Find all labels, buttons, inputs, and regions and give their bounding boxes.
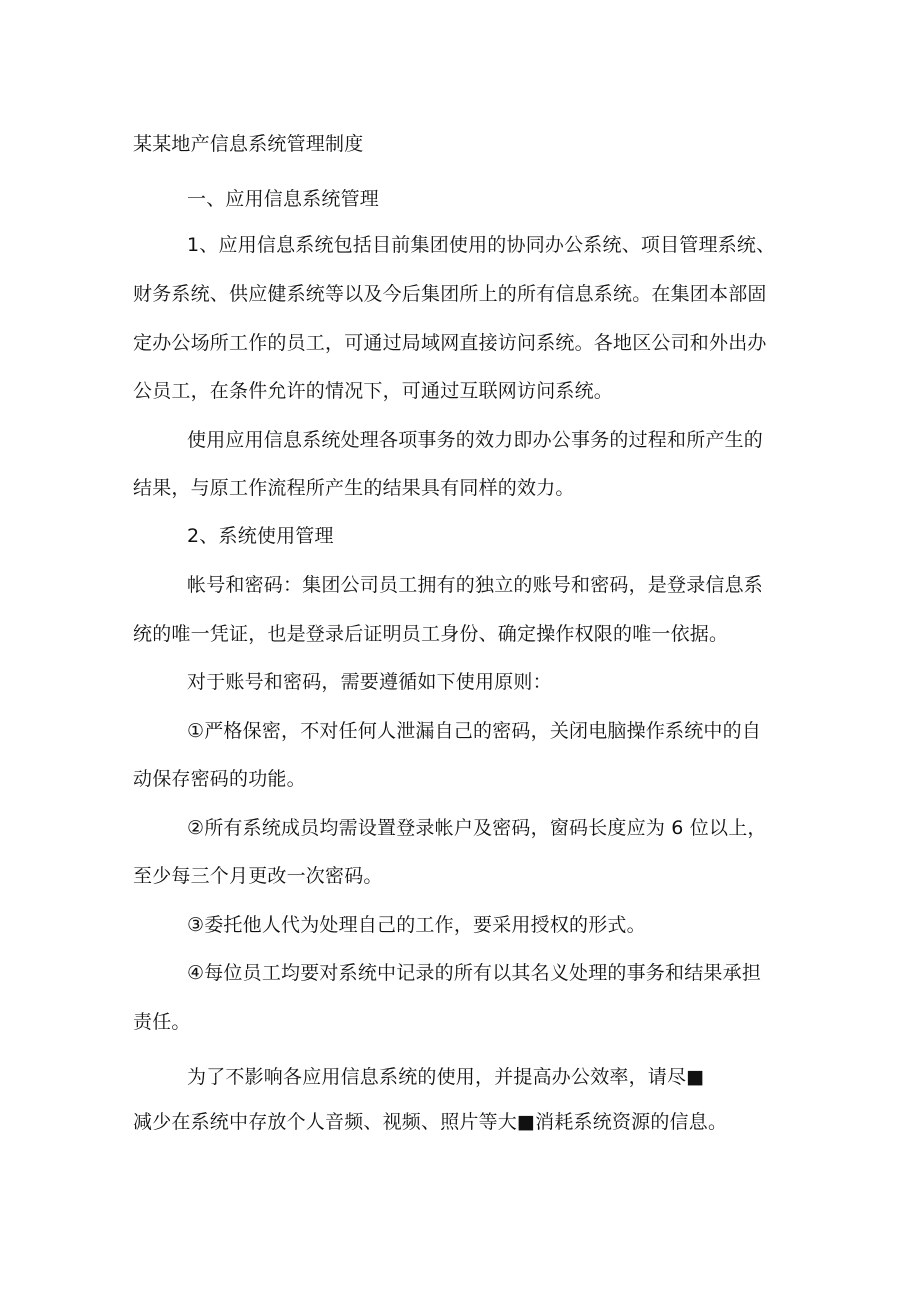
rule-line: ①严格保密，不对任何人泄漏自己的密码，关闭电脑操作系统中的自 [187, 720, 762, 742]
rule-line: 责任。 [133, 1011, 191, 1033]
paragraph-line: 1、应用信息系统包括目前集团使用的协同办公系统、项目管理系统、 [187, 234, 776, 256]
rule-line: 动保存密码的功能。 [133, 768, 306, 790]
rule-line: ④每位员工均要对系统中记录的所有以其名义处理的事务和结果承担 [187, 962, 762, 984]
paragraph-line: 公员工，在条件允许的情况下，可通过互联网访问系统。 [133, 380, 614, 402]
paragraph-line: 对于账号和密码，需要遵循如下使用原则： [187, 671, 552, 693]
section-heading-1: 一、应用信息系统管理 [187, 188, 380, 210]
paragraph-line: 定办公场所工作的员工，可通过局域网直接访问系统。各地区公司和外出办 [133, 332, 767, 354]
rule-line: 至少每三个月更改一次密码。 [133, 865, 383, 887]
section-heading-2: 2、系统使用管理 [187, 525, 334, 547]
paragraph-line: 财务系统、供应健系统等以及今后集团所上的所有信息系统。在集团本部固 [133, 283, 767, 305]
paragraph-line: 减少在系统中存放个人音频、视频、照片等大■消耗系统资源的信息。 [133, 1111, 728, 1133]
paragraph-line: 结果，与原工作流程所产生的结果具有同样的效力。 [133, 477, 575, 499]
paragraph-line: 帐号和密码：集团公司员工拥有的独立的账号和密码，是登录信息系 [187, 574, 764, 596]
rule-line: ②所有系统成员均需设置登录帐户及密码，窗码长度应为 6 位以上， [187, 817, 767, 839]
paragraph-line: 使用应用信息系统处理各项事务的效力即办公事务的过程和所产生的 [187, 429, 764, 451]
rule-line: ③委托他人代为处理自己的工作，要采用授权的形式。 [187, 914, 646, 936]
paragraph-line: 为了不影响各应用信息系统的使用，并提高办公效率，请尽■ [187, 1066, 705, 1088]
paragraph-line: 统的唯一凭证，也是登录后证明员工身份、确定操作权限的唯一依据。 [133, 623, 729, 645]
document-title: 某某地产信息系统管理制度 [133, 133, 364, 155]
